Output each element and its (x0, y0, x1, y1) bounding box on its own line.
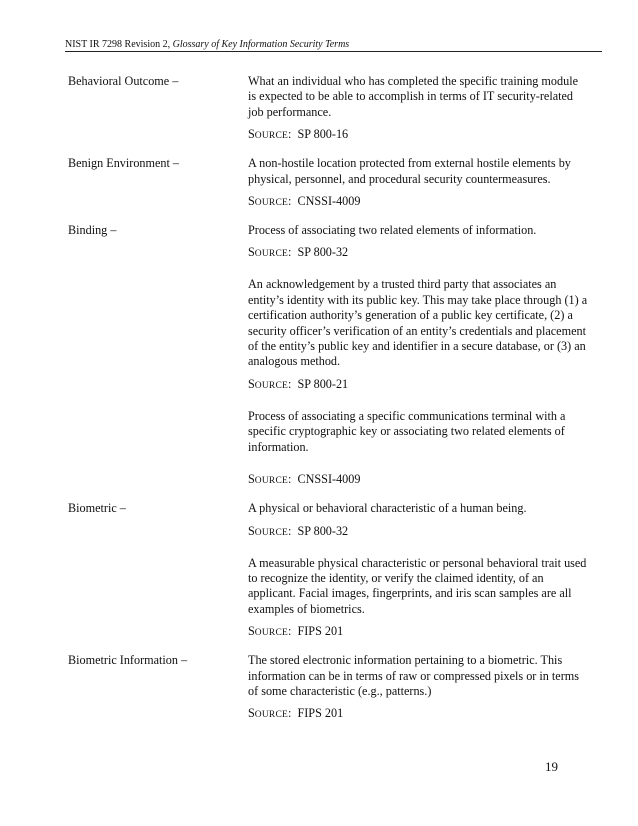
source-ref: SP 800-32 (297, 245, 349, 260)
glossary-definitions (248, 653, 588, 723)
source-label-sep: : (287, 706, 292, 721)
source-label-first: S (248, 523, 255, 538)
definition-source (248, 706, 588, 723)
source-ref: FIPS 201 (297, 624, 344, 639)
source-ref: CNSSI-4009 (297, 194, 361, 209)
definition-source (248, 624, 588, 641)
source-label-sep: : (287, 127, 292, 142)
glossary-term: Binding – (68, 223, 117, 238)
source-label-sep: : (287, 245, 292, 260)
source-label-rest: OURCE (254, 710, 288, 721)
header-rule (65, 51, 602, 52)
glossary-term: Benign Environment – (68, 156, 180, 171)
header-doc-title: Glossary of Key Information Security Terms (172, 39, 350, 50)
glossary-entry (68, 156, 588, 211)
source-label-rest: OURCE (254, 249, 288, 260)
glossary-definitions (248, 74, 588, 144)
source-ref: SP 800-32 (297, 523, 349, 538)
source-label-sep: : (287, 624, 292, 639)
glossary-term: Biometric Information – (68, 653, 188, 668)
glossary-term: Biometric – (68, 501, 126, 516)
definition-source (248, 127, 588, 144)
source-label-sep: : (287, 376, 292, 391)
glossary-definitions (248, 223, 588, 489)
source-label-first: S (248, 245, 255, 260)
source-label-rest: OURCE (254, 198, 288, 209)
source-ref: SP 800-21 (297, 376, 349, 391)
definition-source (248, 472, 588, 489)
source-label-sep: : (287, 523, 292, 538)
source-label-first: S (248, 127, 255, 142)
glossary-definitions (248, 501, 588, 641)
source-label-first: S (248, 194, 255, 209)
running-header (65, 39, 349, 51)
source-label-first: S (248, 624, 255, 639)
definition-source (248, 524, 588, 541)
definition-text: What an individual who has completed the specific training module is expected to be able to accomplish in terms of IT security-related job performance. (248, 74, 578, 119)
definition-source (248, 245, 588, 262)
glossary-entry (68, 653, 588, 723)
source-ref: CNSSI-4009 (297, 472, 361, 487)
source-label-rest: OURCE (254, 131, 288, 142)
source-ref: FIPS 201 (297, 706, 344, 721)
glossary-entry (68, 223, 588, 489)
source-label-sep: : (287, 472, 292, 487)
glossary-entry (68, 501, 588, 641)
glossary-term: Behavioral Outcome – (68, 74, 179, 88)
source-label-first: S (248, 376, 255, 391)
source-label-rest: OURCE (254, 628, 288, 639)
source-label-rest: OURCE (254, 380, 288, 391)
source-label-rest: OURCE (254, 527, 288, 538)
source-ref: SP 800-16 (297, 127, 349, 142)
definition-source (248, 194, 588, 211)
source-label-first: S (248, 472, 255, 487)
definition-text: A non-hostile location protected from external hostile elements by physical, personnel, and procedural security countermeasures. (248, 156, 571, 186)
definition-text: Process of associating a specific communications terminal with a specific cryptographic key or associating two related elements of information. (248, 408, 566, 454)
glossary-entry (68, 74, 588, 144)
glossary-content (68, 74, 588, 735)
definition-source (248, 377, 588, 394)
source-label-rest: OURCE (254, 476, 288, 487)
definition-text: The stored electronic information pertaining to a biometric. This information can be in terms of raw or compressed pixels or in terms of some characteristic (e.g., patterns.) (248, 653, 580, 698)
glossary-definitions (248, 156, 588, 211)
header-doc-id: NIST IR 7298 Revision 2, (65, 39, 171, 50)
definition-text: A physical or behavioral characteristic of a human being. (248, 501, 527, 516)
definition-text: Process of associating two related elements of information. (248, 223, 537, 238)
source-label-first: S (248, 706, 255, 721)
source-label-sep: : (287, 194, 292, 209)
definition-text: An acknowledgement by a trusted third party that associates an entity’s identity with its public key. This may take place through (1) a certification authority’s generation of a public key certificate, (2) a security officer’s verification of an entity’s credentials and placement of the entity’s public key and identifier in a secure database, or (3) an analogous method. (248, 277, 588, 369)
definition-text: A measurable physical characteristic or personal behavioral trait used to recognize the identity, or verify the claimed identity, of an applicant. Facial images, fingerprints, and iris scan samples are all examples of biometrics. (248, 555, 587, 616)
page-number: 19 (545, 759, 558, 774)
